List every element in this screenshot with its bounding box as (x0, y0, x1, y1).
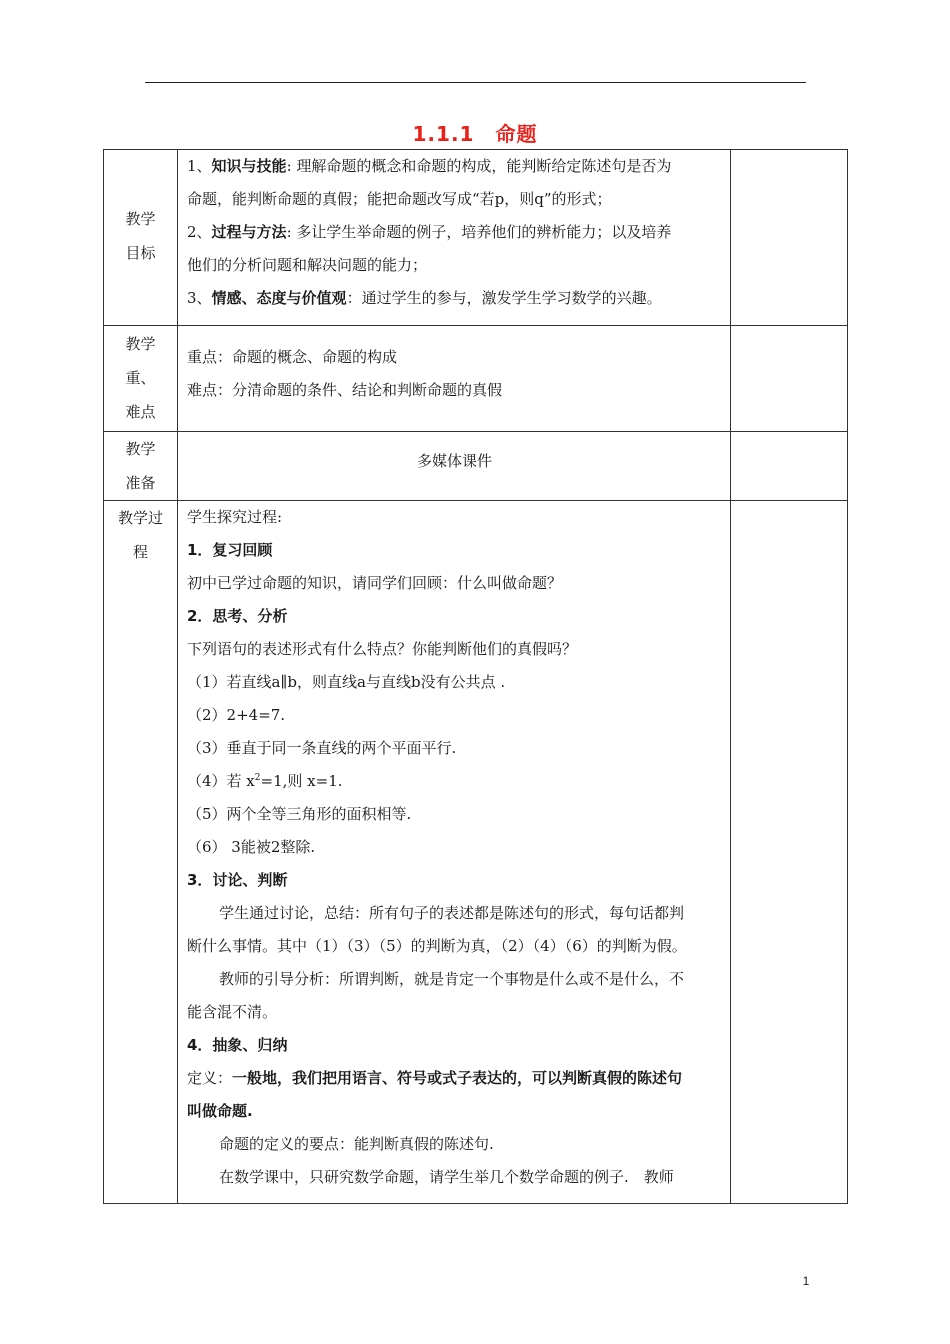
section-3-para-2-line-2: 能含混不清。 (187, 1003, 278, 1021)
section-3-para-1-line-2: 断什么事情。其中（1）（3）（5）的判断为真，（2）（4）（6）的判断为假。 (187, 937, 687, 955)
definition-line-1 (187, 1062, 722, 1095)
section-2-text: 下列语句的表述形式有什么特点？你能判断他们的真假吗？ (187, 640, 578, 658)
definition-text: 一般地，我们把用语言、符号或式子表达的，可以判断真假的陈述句 (232, 1069, 683, 1087)
page-number: 1 (802, 1274, 810, 1288)
statement-4-start: （4）若 x (187, 772, 255, 790)
statement-4 (187, 765, 722, 798)
objectives-label-2: 目标 (125, 244, 156, 262)
process-label-cell (104, 501, 178, 1204)
objective-2-cont: 他们的分析问题和解决问题的能力； (187, 256, 428, 274)
objective-2-heading: 过程与方法 (211, 223, 287, 241)
preparation-label-1: 教学 (125, 440, 156, 458)
preparation-content-cell (178, 432, 731, 501)
key-points-label-2: 重、 (125, 369, 156, 387)
difficult-point: 难点：分清命题的条件、结论和判断命题的真假 (187, 381, 503, 399)
key-points-row (104, 326, 848, 432)
key-points-content-cell (178, 326, 731, 432)
process-note-cell (731, 501, 848, 1204)
process-row (104, 501, 848, 1204)
objectives-note-cell (731, 150, 848, 326)
objective-2 (187, 216, 722, 249)
objective-3-heading: 情感、态度与价值观 (211, 289, 347, 307)
objective-1-heading: 知识与技能 (211, 157, 287, 175)
preparation-note-cell (731, 432, 848, 501)
objectives-label-cell (104, 150, 178, 326)
statement-4-exponent: 2 (254, 773, 261, 783)
statement-1: （1）若直线a∥b，则直线a与直线b没有公共点 . (187, 673, 506, 691)
section-1-text: 初中已学过命题的知识，请同学们回顾：什么叫做命题？ (187, 574, 563, 592)
definition-line-2: 叫做命题. (187, 1102, 253, 1120)
section-2-title: 2．思考、分析 (187, 607, 288, 625)
section-3-para-2-line-1: 教师的引导分析：所谓判断，就是肯定一个事物是什么或不是什么，不 (219, 970, 685, 988)
key-points-label-3: 难点 (125, 403, 156, 421)
preparation-row (104, 432, 848, 501)
objective-2-number: 2、 (187, 223, 212, 241)
objective-1-cont: 命题，能判断命题的真假；能把命题改写成“若p，则q”的形式； (187, 190, 612, 208)
key-points-note-cell (731, 326, 848, 432)
section-4-title: 4．抽象、归纳 (187, 1036, 288, 1054)
process-content-cell (178, 501, 731, 1204)
objective-1 (187, 150, 722, 183)
key-points-label-cell (104, 326, 178, 432)
definition-prefix: 定义： (187, 1069, 233, 1087)
objective-1-text: : 理解命题的概念和命题的构成，能判断给定陈述句是否为 (286, 157, 672, 175)
section-3-para-1-line-1: 学生通过讨论，总结：所有句子的表述都是陈述句的形式，每句话都判 (219, 904, 685, 922)
section-1-title: 1．复习回顾 (187, 541, 273, 559)
statement-4-end: =1,则 x=1. (260, 772, 343, 790)
process-intro: 学生探究过程: (187, 508, 283, 526)
key-point: 重点：命题的概念、命题的构成 (187, 348, 398, 366)
preparation-content: 多媒体课件 (416, 452, 492, 470)
objective-2-text: : 多让学生举命题的例子，培养他们的辨析能力；以及培养 (286, 223, 672, 241)
objective-1-number: 1、 (187, 157, 212, 175)
definition-points: 命题的定义的要点：能判断真假的陈述句. (219, 1135, 494, 1153)
objectives-content-cell (178, 150, 731, 326)
preparation-label-cell (104, 432, 178, 501)
statement-5: （5）两个全等三角形的面积相等. (187, 805, 412, 823)
objectives-row (104, 150, 848, 326)
objective-3-text: ：通过学生的参与，激发学生学习数学的兴趣。 (346, 289, 662, 307)
objectives-label-1: 教学 (125, 210, 156, 228)
key-points-label-1: 教学 (125, 335, 156, 353)
preparation-label-2: 准备 (125, 474, 156, 492)
header-rule (145, 82, 806, 83)
process-label-2: 程 (132, 543, 148, 561)
statement-6: （6） 3能被2整除. (187, 838, 316, 856)
process-label-1: 教学过 (117, 509, 163, 527)
lesson-plan-table (103, 149, 848, 1204)
statement-3: （3）垂直于同一条直线的两个平面平行. (187, 739, 457, 757)
section-3-title: 3．讨论、判断 (187, 871, 288, 889)
math-propositions-line: 在数学课中，只研究数学命题，请学生举几个数学命题的例子. 教师 (219, 1168, 674, 1186)
objective-3 (187, 282, 722, 315)
page-title: 1.1.1 命题 (412, 122, 538, 146)
objective-3-number: 3、 (187, 289, 212, 307)
statement-2: （2）2+4=7. (187, 706, 286, 724)
